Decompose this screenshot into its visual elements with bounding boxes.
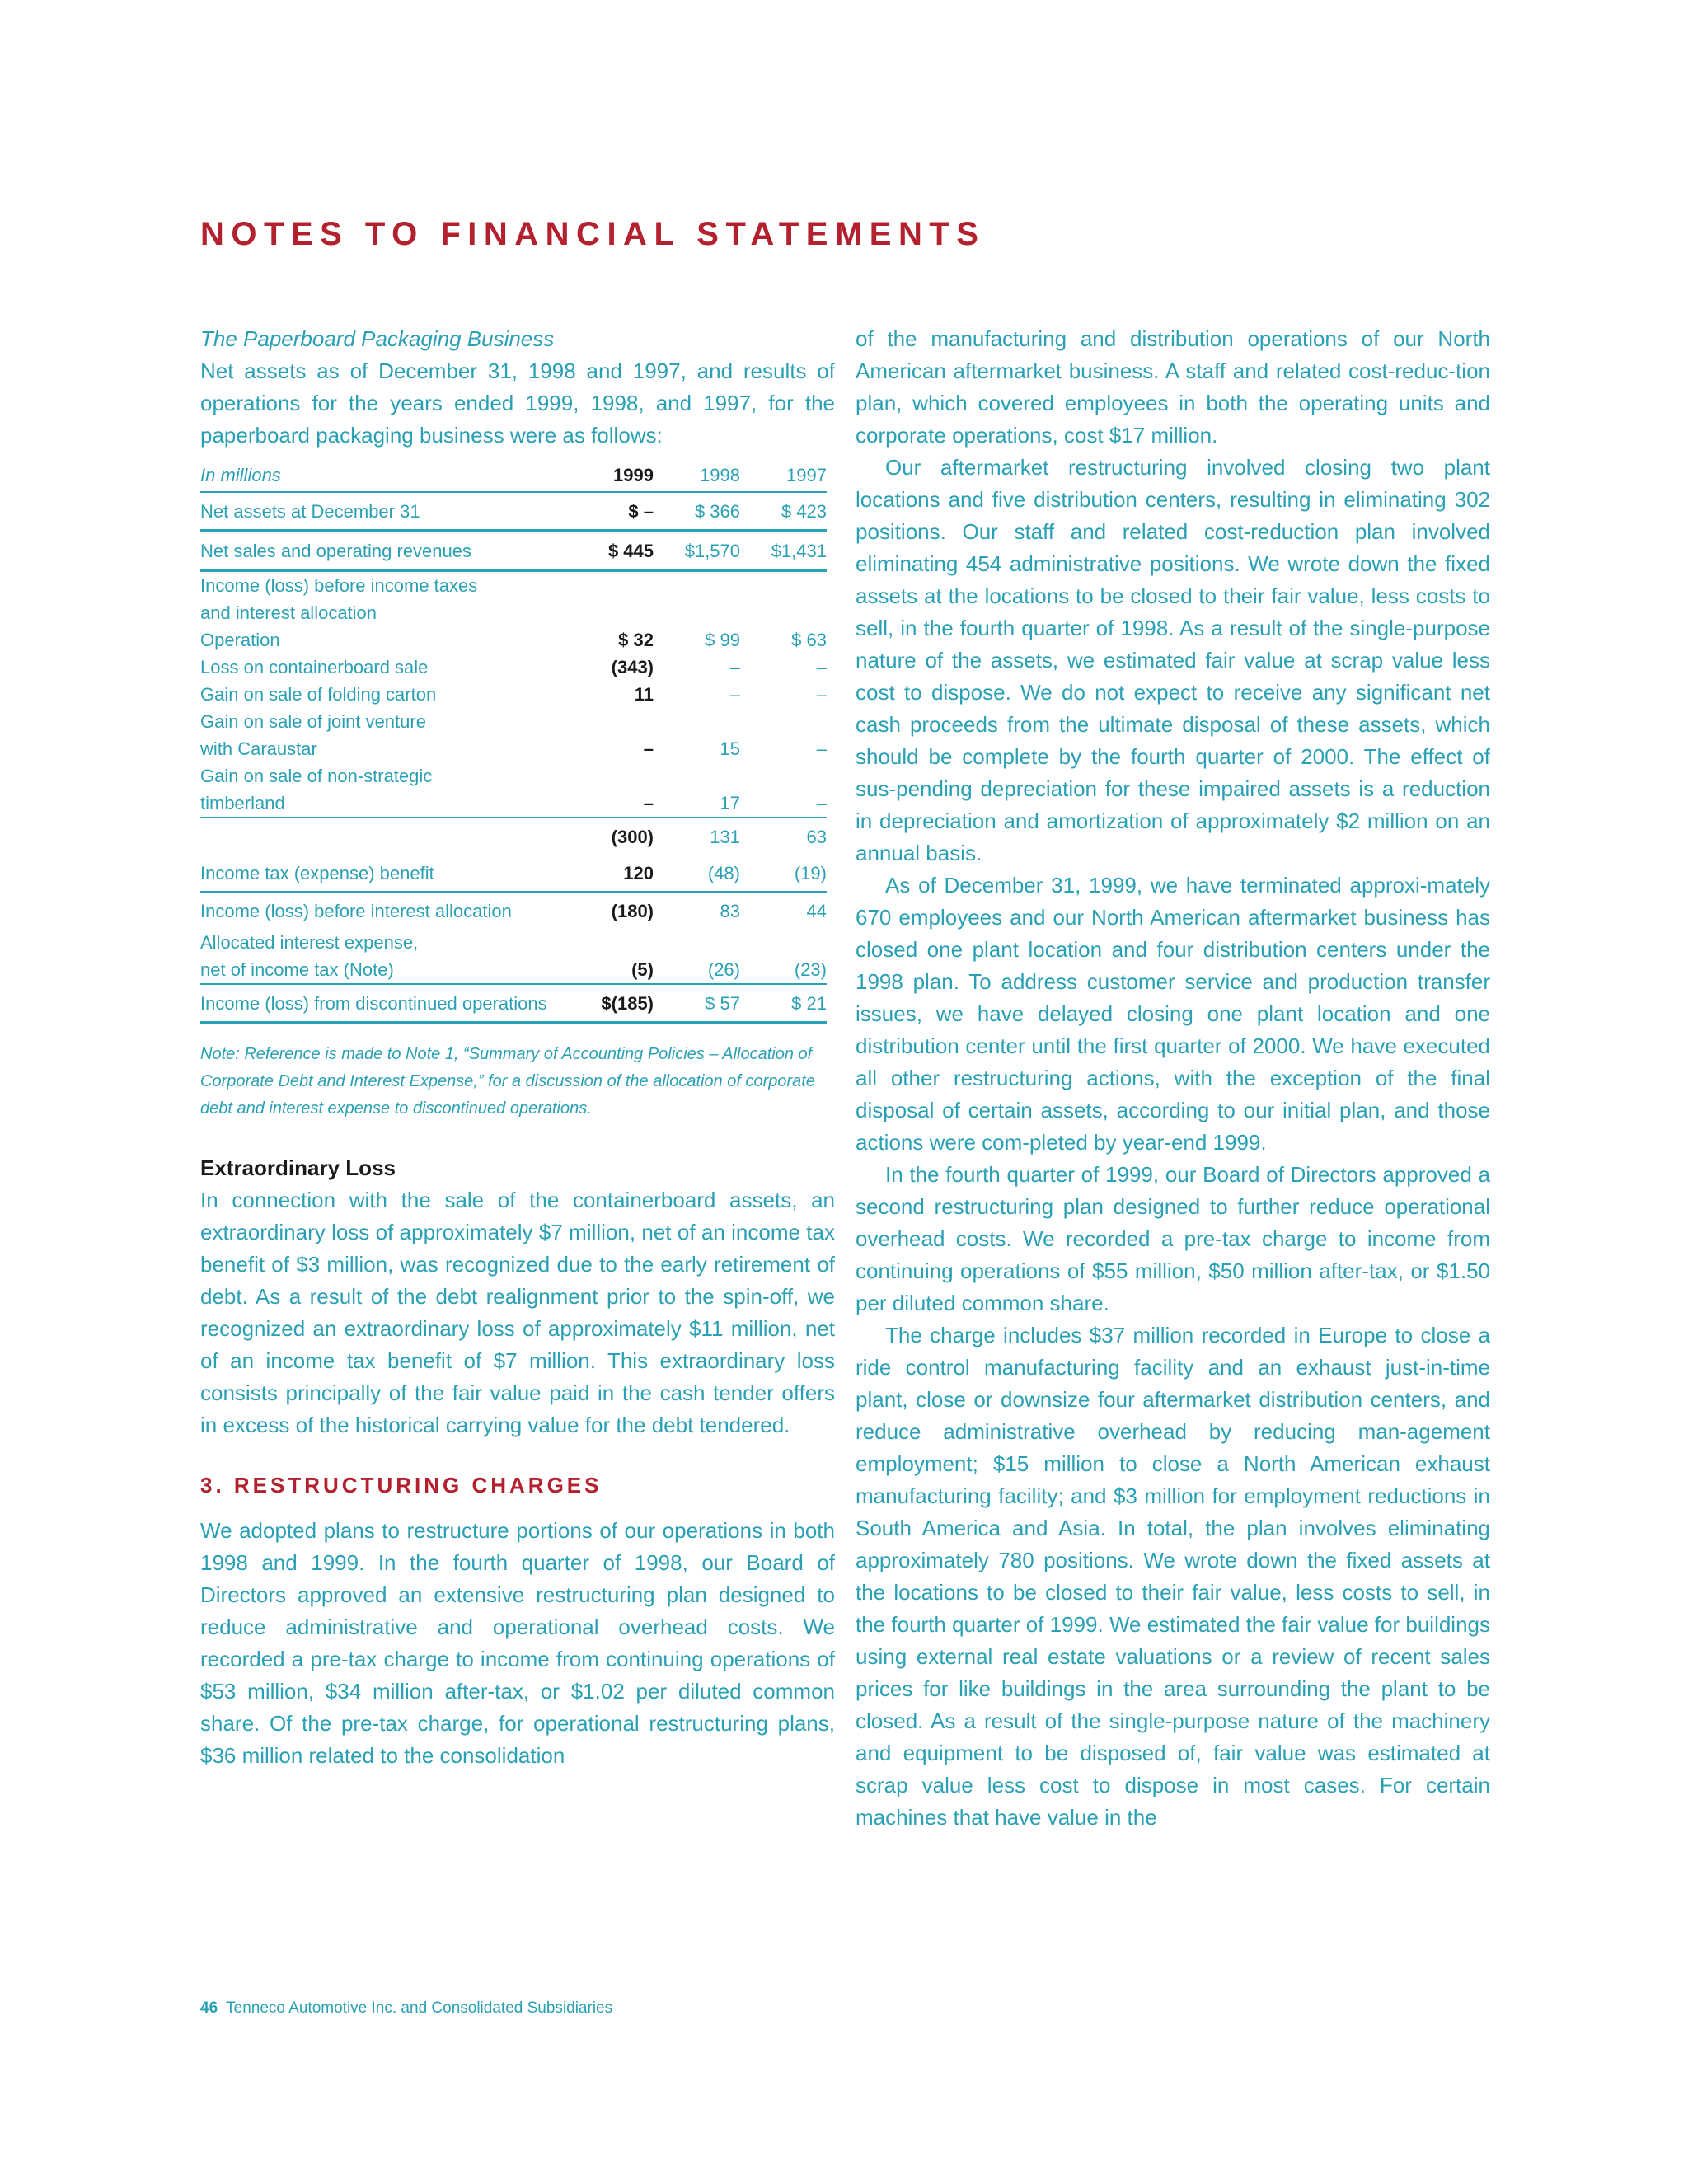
cell-1999: 11 <box>634 684 654 705</box>
cell-1998: $ 99 <box>705 630 740 650</box>
table-row <box>200 492 827 531</box>
table-row <box>200 531 827 570</box>
left-column <box>200 323 835 1772</box>
row-label: with Caraustar <box>200 738 317 759</box>
table-row <box>200 708 827 735</box>
row-label: and interest allocation <box>200 602 377 623</box>
table-row <box>200 855 827 892</box>
cell-1998: 83 <box>654 892 740 929</box>
cell-1998: 17 <box>720 793 740 813</box>
table-row <box>200 599 827 626</box>
table-row <box>200 570 827 599</box>
page-footer <box>200 1999 612 2018</box>
paperboard-table <box>200 458 827 1024</box>
paragraph: In the fourth quarter of 1999, our Board of Directors approved a second restructuring plan designed to further reduce operational overhead costs. We recorded a pre-tax charge to income from continuing operations of $55 million, $50 million after-tax, or $1.50 per diluted common share. <box>856 1162 1490 1315</box>
cell-1998: 15 <box>720 738 740 759</box>
cell-1997: – <box>816 657 827 677</box>
row-label: Net sales and operating revenues <box>200 531 563 570</box>
row-label: Operation <box>200 630 280 650</box>
cell-1997: $ 423 <box>740 492 827 531</box>
cell-1997: 63 <box>740 818 827 855</box>
cell-1999: (343) <box>611 657 654 677</box>
table-row <box>200 984 827 1023</box>
extraordinary-loss-heading: Extraordinary Loss <box>200 1155 396 1180</box>
table-row <box>200 626 827 654</box>
table-row <box>200 818 827 855</box>
cell-1999: $ 445 <box>563 531 654 570</box>
cell-1998: $ 366 <box>654 492 740 531</box>
row-label: Gain on sale of joint venture <box>200 711 426 732</box>
table-header-row <box>200 458 827 492</box>
row-label: timberland <box>200 793 285 813</box>
table-row <box>200 956 827 984</box>
cell-1999: 120 <box>623 862 654 883</box>
page-title: NOTES TO FINANCIAL STATEMENTS <box>200 216 986 252</box>
cell-1999: (5) <box>631 959 654 980</box>
table-row <box>200 762 827 790</box>
cell-1999: $(185) <box>563 984 654 1023</box>
table-row <box>200 929 827 956</box>
cell-1999: (300) <box>563 818 654 855</box>
cell-1997: 44 <box>740 892 827 929</box>
row-label: net of income tax (Note) <box>200 959 394 980</box>
cell-1997: $ 21 <box>740 984 827 1023</box>
right-column <box>856 323 1490 1834</box>
cell-1998: $ 57 <box>654 984 740 1023</box>
cell-1997: (19) <box>794 862 827 883</box>
paragraph: Our aftermarket restructuring involved closing two plant locations and five distribution centers, resulting in eliminating 302 positions. Our staff and related cost-reduction plan involved eliminating 454 administrative positions. We wrote down the fixed assets at the locations to be closed to their fair value, less costs to sell, in the fourth quarter of 1998. As a result of the single-purpose nature of the assets, we estimated fair value at scrap value less cost to dispose. We do not expect to receive any significant net cash proceeds from the ultimate disposal of these assets, which should be complete by the fourth quarter of 2000. The effect of sus-pending depreciation for these impaired assets is a reduction in depreciation and amortization of approximately $2 million on an annual basis. <box>856 455 1490 865</box>
row-label <box>200 818 563 855</box>
cell-1997: – <box>816 738 827 759</box>
table-row <box>200 681 827 708</box>
cell-1997: $ 63 <box>791 630 827 650</box>
table-row <box>200 790 827 818</box>
footer-company: Tenneco Automotive Inc. and Consolidated Subsidiaries <box>226 1999 613 2017</box>
table-row <box>200 892 827 929</box>
row-label: Loss on containerboard sale <box>200 657 429 677</box>
paragraph: of the manufacturing and distribution operations of our North American aftermarket business. A staff and related cost-reduc-tion plan, which covered employees in both the operating units and corporate operations, cost $17 million. <box>856 326 1490 448</box>
cell-1997: (23) <box>794 959 827 980</box>
cell-1997: $1,431 <box>740 531 827 570</box>
header-1999: 1999 <box>613 464 654 485</box>
row-label: Allocated interest expense, <box>200 932 419 953</box>
header-1997: 1997 <box>786 464 827 485</box>
cell-1998: 131 <box>654 818 740 855</box>
cell-1999: – <box>643 793 654 813</box>
paragraph: As of December 31, 1999, we have terminated approxi-mately 670 employees and our North American aftermarket business has closed one plant location and four distribution centers under the 1998 plan. To address customer service and production transfer issues, we have delayed closing one plant location and one distribution center until the first quarter of 2000. We have executed all other restructuring actions, with the exception of the final disposal of certain assets, according to our initial plan, and those actions were com-pleted by year-end 1999. <box>856 873 1490 1155</box>
paragraph: The charge includes $37 million recorded in Europe to close a ride control manufacturing facility and an exhaust just-in-time plant, close or downsize four aftermarket distribution centers, and reduce administrative overhead by reducing man-agement employment; $15 million to close a North American exhaust manufacturing facility; and $3 million for employment reductions in South America and Asia. In total, the plan involves eliminating approximately 780 positions. We wrote down the fixed assets at the locations to be closed to their fair value, less costs to sell, in the fourth quarter of 1999. We estimated the fair value for buildings using external real estate valuations or a review of recent sales prices for like buildings in the area surrounding the plant to be closed. As a result of the single-purpose nature of the machinery and equipment to be disposed of, fair value was estimated at scrap value less cost to dispose in most cases. For certain machines that have value in the <box>856 1323 1490 1830</box>
row-label: Income (loss) before income taxes <box>200 575 478 596</box>
extraordinary-loss-paragraph: In connection with the sale of the containerboard assets, an extraordinary loss of approximately $7 million, net of an income tax benefit of $3 million, was recognized due to the early retirement of debt. As a result of the debt realignment prior to the spin-off, we recognized an extraordinary loss of approximately $11 million, net of an income tax benefit of $7 million. This extraordinary loss consists principally of the fair value paid in the cash tender offers in excess of the historical carrying value for the debt tendered. <box>200 1188 835 1437</box>
row-label: Net assets at December 31 <box>200 492 563 531</box>
subheading-paperboard: The Paperboard Packaging Business <box>200 326 555 351</box>
cell-1998: $1,570 <box>654 531 740 570</box>
cell-1999: – <box>643 738 654 759</box>
cell-1998: (48) <box>707 862 740 883</box>
cell-1998: (26) <box>707 959 740 980</box>
header-label: In millions <box>200 464 281 485</box>
cell-1999: $ 32 <box>618 630 654 650</box>
table-note: Note: Reference is made to Note 1, “Summary of Accounting Policies – Allocation of Corporate Debt and Interest Expense,” for a discussion of the allocation of corporate debt and interest expense to discontinued operations. <box>200 1045 815 1118</box>
row-label: Gain on sale of folding carton <box>200 684 437 705</box>
cell-1998: – <box>729 657 740 677</box>
table-row <box>200 654 827 681</box>
row-label: Income (loss) from discontinued operations <box>200 984 563 1023</box>
table-row <box>200 735 827 762</box>
page-number: 46 <box>200 1999 218 2017</box>
intro-paragraph: Net assets as of December 31, 1998 and 1997, and results of operations for the years ended 1999, 1998, and 1997, for the paperboard packaging business were as follows: <box>200 359 835 448</box>
row-label: Gain on sale of non-strategic <box>200 766 433 786</box>
header-1998: 1998 <box>700 464 740 485</box>
row-label: Income tax (expense) benefit <box>200 862 434 883</box>
cell-1997: – <box>816 684 827 705</box>
cell-1999: (180) <box>563 892 654 929</box>
row-label: Income (loss) before interest allocation <box>200 892 563 929</box>
restructuring-heading: 3. RESTRUCTURING CHARGES <box>200 1473 603 1497</box>
cell-1997: – <box>816 793 827 813</box>
cell-1999: $ – <box>563 492 654 531</box>
cell-1998: – <box>729 684 740 705</box>
restructuring-paragraph: We adopted plans to restructure portions of our operations in both 1998 and 1999. In the fourth quarter of 1998, our Board of Directors approved an extensive restructuring plan designed to reduce administrative and operational overhead costs. We recorded a pre-tax charge to income from continuing operations of $53 million, $34 million after-tax, or $1.02 per diluted common share. Of the pre-tax charge, for operational restructuring plans, $36 million related to the consolidation <box>200 1518 835 1768</box>
